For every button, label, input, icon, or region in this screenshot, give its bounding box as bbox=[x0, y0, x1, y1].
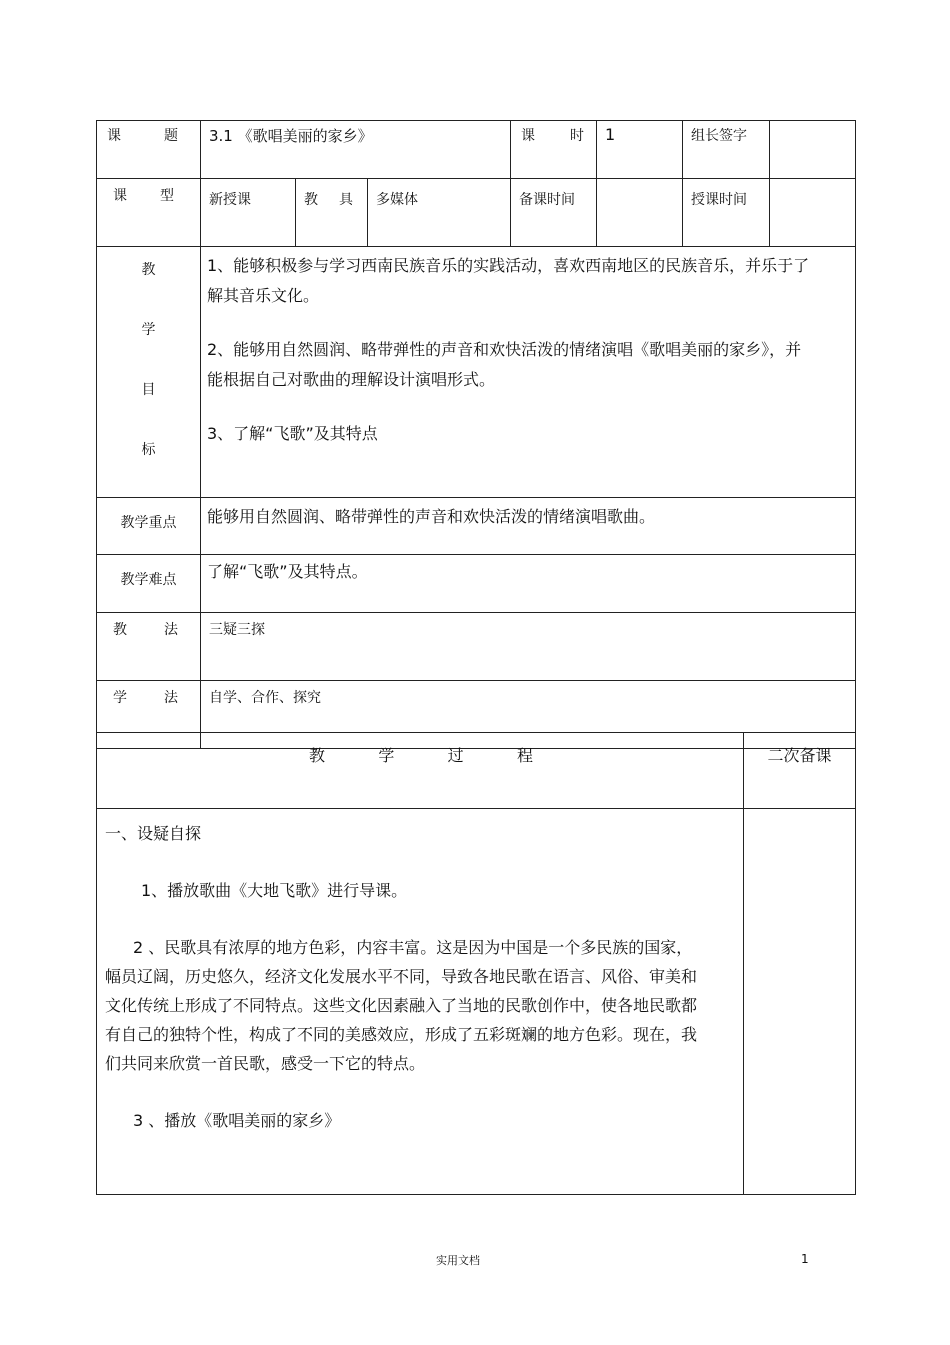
method-label-cell bbox=[97, 613, 201, 681]
difficulty-label: 教学难点 bbox=[120, 572, 177, 588]
teach-time-label: 授课时间 bbox=[691, 192, 748, 208]
paragraph: 2 、民歌具有浓厚的地方色彩，内容丰富。这是因为中国是一个多民族的国家，幅员辽阔，历史悠久，经济文化发展水平不同，导致各地民歌在语言、风俗、审美和文化传统上形成了不同特点。这些文化因素融入了当地的民歌创作中，使各地民歌都有自己的独特个性，构成了不同的美感效应，形成了五彩斑斓的地方色彩。现在，我们共同来欣赏一首民歌，感受一下它的特点。 bbox=[105, 938, 698, 1073]
type-label-cell bbox=[97, 179, 201, 247]
label-char: 课 bbox=[521, 128, 536, 144]
second-prep-label-cell bbox=[744, 733, 856, 809]
period-label bbox=[511, 121, 596, 145]
leader-sign-value-cell bbox=[770, 121, 856, 179]
objectives-content-cell bbox=[201, 247, 856, 498]
key-point-value: 能够用自然圆润、略带弹性的声音和欢快活泼的情绪演唱歌曲。 bbox=[207, 507, 656, 526]
prep-time-label-cell bbox=[511, 179, 597, 247]
method-label-char: 法 bbox=[164, 622, 178, 638]
paragraph: 3 、播放《歌唱美丽的家乡》 bbox=[133, 1111, 341, 1130]
objective-item: 1、能够积极参与学习西南民族音乐的实践活动，喜欢西南地区的民族音乐，并乐于了解其音乐文化。 bbox=[207, 256, 810, 305]
label-char: 时 bbox=[570, 128, 585, 144]
prep-time-value-cell bbox=[597, 179, 683, 247]
method-label-char: 教 bbox=[113, 622, 127, 638]
period-label-cell bbox=[511, 121, 597, 179]
study-label bbox=[97, 681, 200, 707]
label-char: 课 bbox=[107, 128, 121, 144]
study-label-char: 学 bbox=[113, 690, 127, 706]
period-value-cell bbox=[597, 121, 683, 179]
type-value-cell bbox=[201, 179, 296, 247]
process-title-char: 程 bbox=[516, 746, 533, 765]
process-title-cell bbox=[97, 733, 744, 809]
method-label bbox=[97, 613, 200, 639]
lesson-info-table bbox=[96, 120, 856, 749]
objectives-label-char: 教 bbox=[141, 262, 156, 278]
label-char: 题 bbox=[164, 128, 178, 144]
method-value-cell bbox=[201, 613, 856, 681]
process-content bbox=[97, 809, 743, 1135]
process-title-char: 过 bbox=[447, 746, 464, 765]
objectives-list bbox=[201, 247, 855, 449]
objectives-label-char: 目 bbox=[141, 382, 156, 398]
leader-sign-label: 组长签字 bbox=[691, 128, 748, 144]
topic-value-cell bbox=[201, 121, 511, 179]
section-title: 一、设疑自探 bbox=[105, 824, 202, 843]
footer-note: 实用文档 bbox=[436, 1254, 480, 1267]
tools-label-cell bbox=[296, 179, 368, 247]
tools-label bbox=[296, 179, 367, 209]
label-char: 型 bbox=[160, 188, 174, 204]
method-value: 三疑三探 bbox=[209, 622, 265, 638]
objective-item: 2、能够用自然圆润、略带弹性的声音和欢快活泼的情绪演唱《歌唱美丽的家乡》，并能根据自己对歌曲的理解设计演唱形式。 bbox=[207, 340, 802, 389]
study-value: 自学、合作、探究 bbox=[209, 690, 321, 706]
page-number: 1 bbox=[801, 1252, 809, 1266]
teach-time-value-cell bbox=[770, 179, 856, 247]
objective-item: 3、了解“飞歌”及其特点 bbox=[207, 424, 378, 443]
leader-sign-value bbox=[770, 121, 855, 129]
second-prep-content-cell bbox=[744, 809, 856, 1195]
second-prep-label: 二次备课 bbox=[767, 746, 832, 765]
process-content-cell bbox=[97, 809, 744, 1195]
topic-label bbox=[97, 121, 200, 145]
difficulty-value: 了解“飞歌”及其特点。 bbox=[207, 562, 368, 581]
key-point-label: 教学重点 bbox=[120, 515, 177, 531]
type-label bbox=[97, 179, 200, 205]
objectives-label-char: 标 bbox=[141, 442, 156, 458]
difficulty-value-cell bbox=[201, 555, 856, 613]
objectives-label-cell bbox=[97, 247, 201, 498]
prep-time-value bbox=[597, 179, 682, 187]
objectives-label bbox=[97, 247, 200, 497]
difficulty-label-cell bbox=[97, 555, 201, 613]
teach-time-value bbox=[770, 179, 855, 187]
teach-time-label-cell bbox=[683, 179, 770, 247]
process-title-char: 教 bbox=[309, 746, 326, 765]
prep-time-label: 备课时间 bbox=[519, 192, 576, 208]
key-point-label-cell bbox=[97, 498, 201, 555]
label-char: 课 bbox=[113, 188, 127, 204]
objectives-label-char: 学 bbox=[141, 322, 156, 338]
topic-value: 3.1 《歌唱美丽的家乡》 bbox=[209, 127, 373, 145]
process-title bbox=[97, 733, 743, 766]
paragraph: 1、播放歌曲《大地飞歌》进行导课。 bbox=[141, 881, 408, 900]
label-char: 教 bbox=[304, 192, 318, 208]
topic-label-cell bbox=[97, 121, 201, 179]
period-value: 1 bbox=[605, 125, 616, 144]
key-point-value-cell bbox=[201, 498, 856, 555]
process-title-char: 学 bbox=[378, 746, 395, 765]
study-label-char: 法 bbox=[164, 690, 178, 706]
leader-sign-label-cell bbox=[683, 121, 770, 179]
tools-value: 多媒体 bbox=[376, 192, 418, 208]
tools-value-cell bbox=[368, 179, 511, 247]
teaching-process-table bbox=[96, 732, 856, 1195]
type-value: 新授课 bbox=[209, 192, 251, 208]
label-char: 具 bbox=[339, 192, 353, 208]
